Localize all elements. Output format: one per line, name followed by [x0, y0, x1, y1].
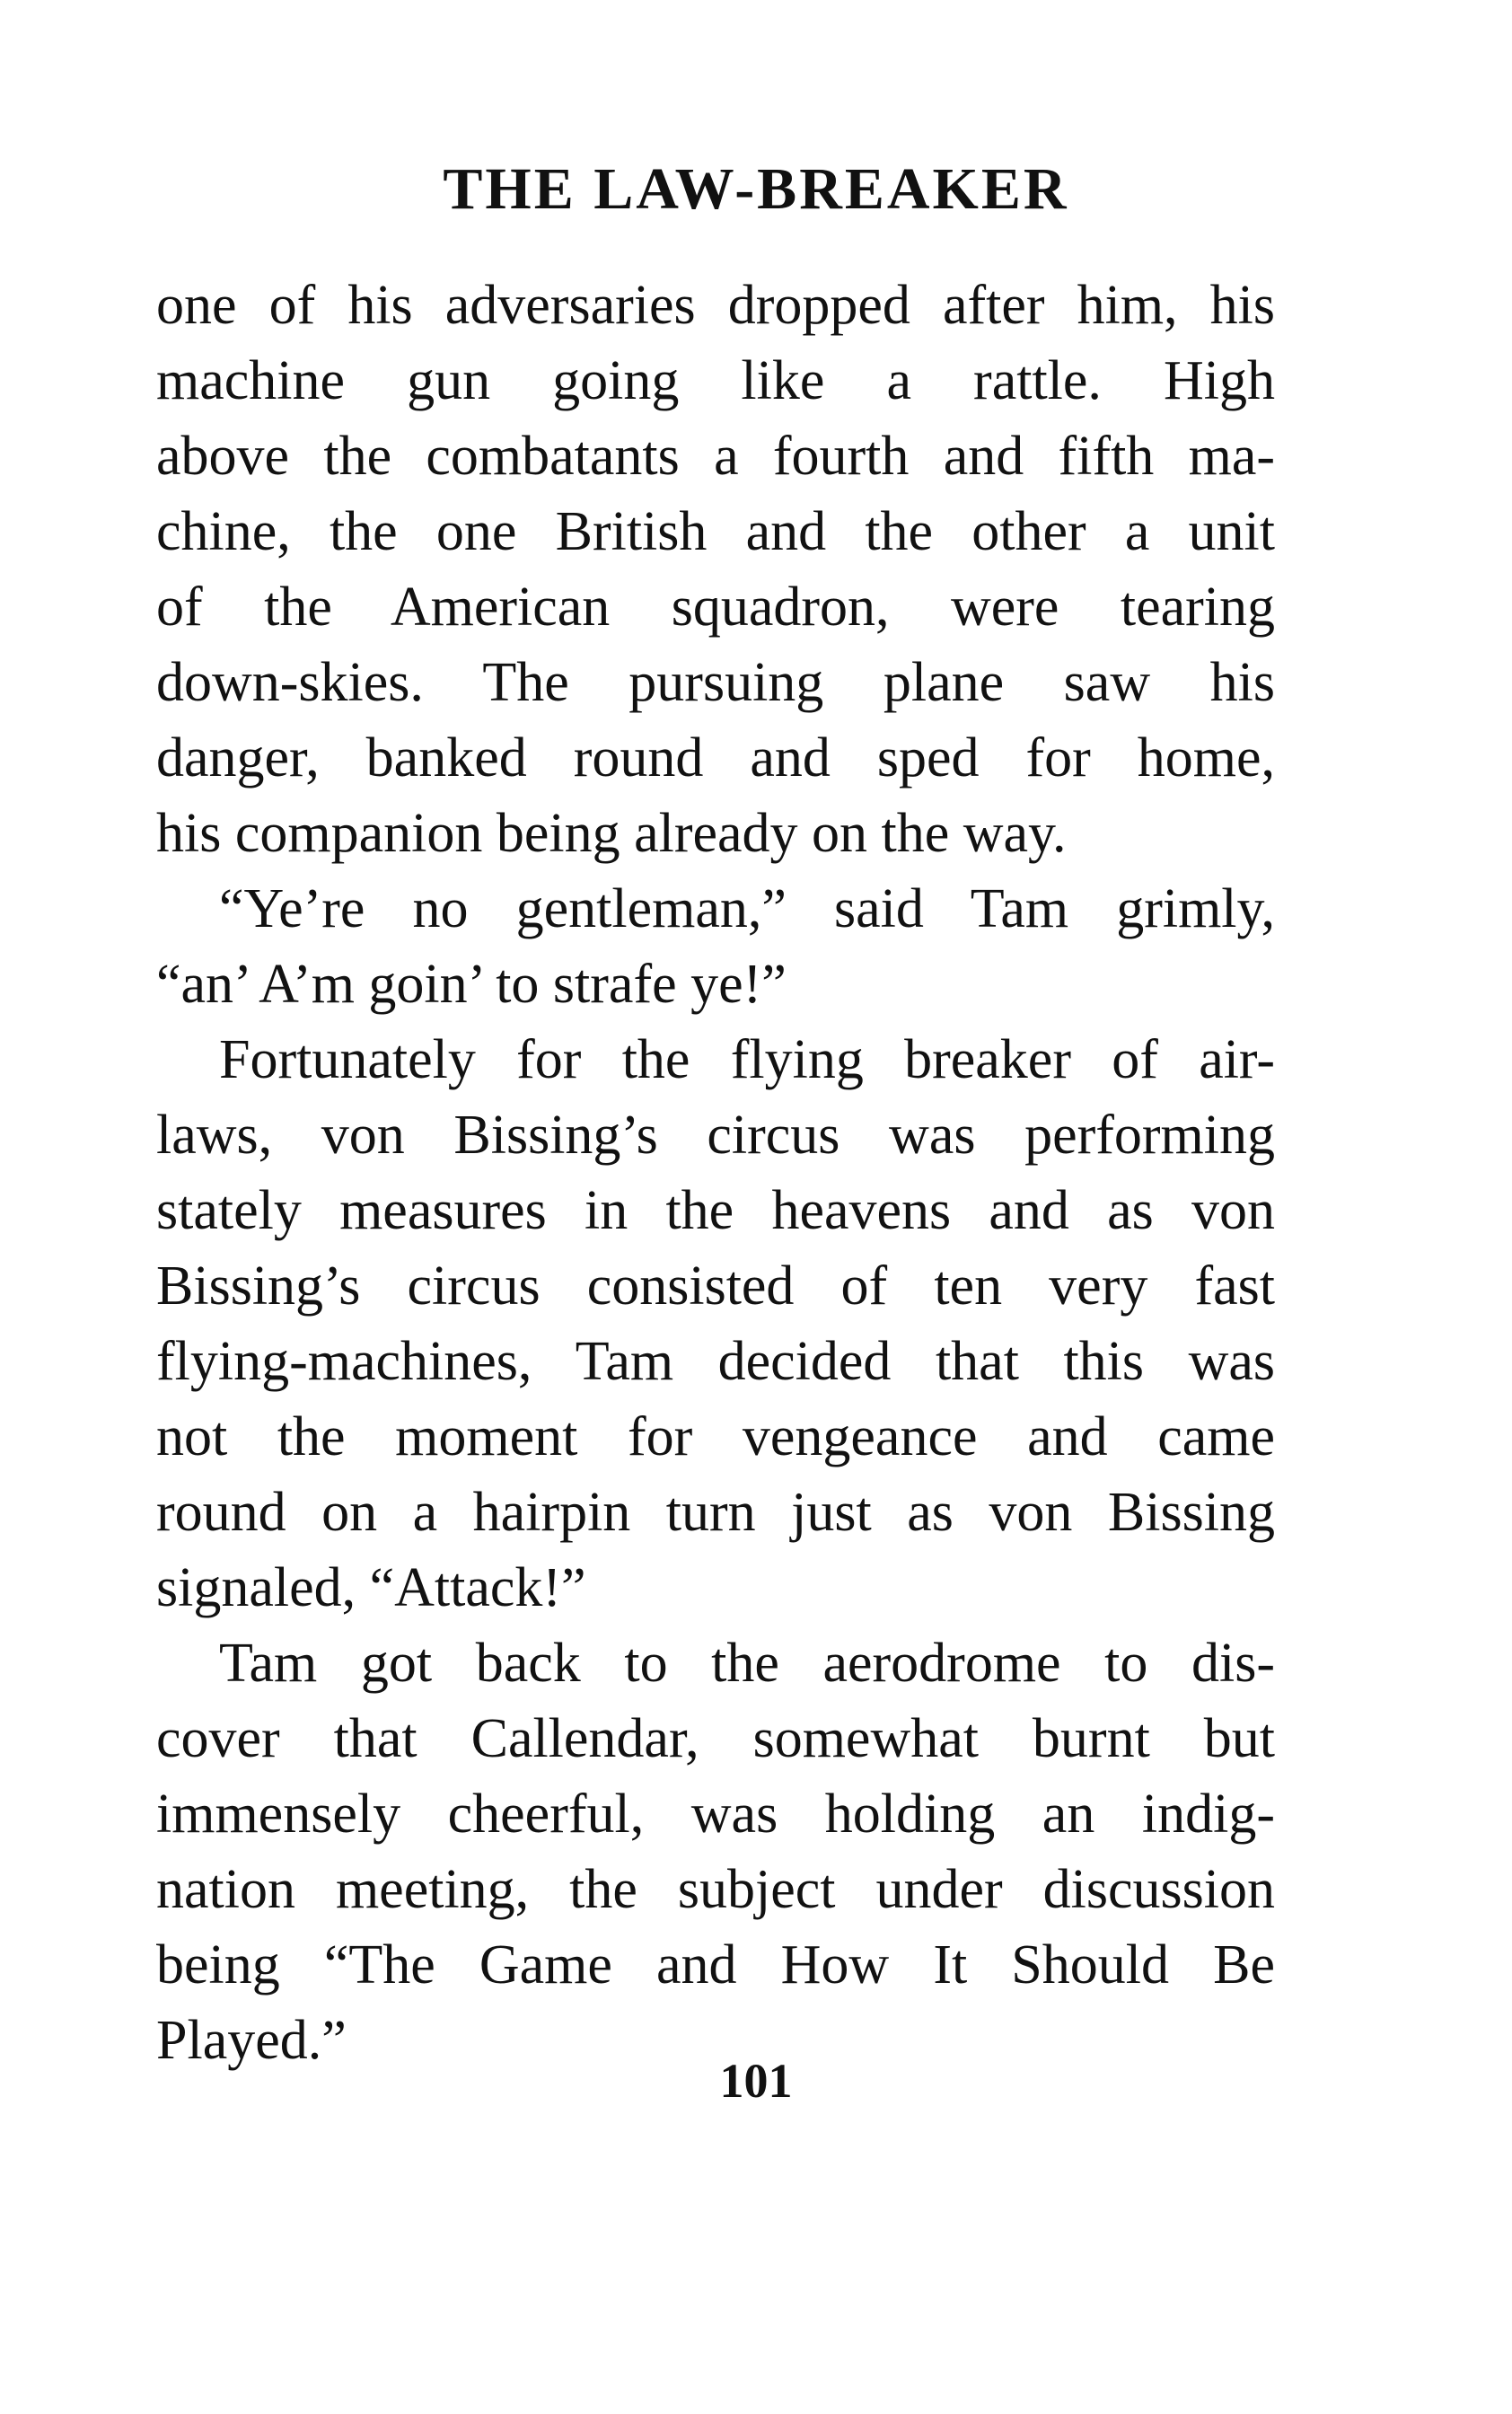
text-line: of the American squadron, were tearing — [156, 577, 1275, 638]
text-line: “Ye’re no gentleman,” said Tam grimly, — [219, 878, 1275, 939]
text-line: “an’ A’m goin’ to strafe ye!” — [156, 954, 787, 1015]
text-line: machine gun going like a rattle. High — [156, 350, 1275, 411]
text-line: above the combatants a fourth and fifth ma- — [156, 426, 1275, 487]
text-line: signaled, “Attack!” — [156, 1557, 586, 1618]
text-line: cover that Callendar, somewhat burnt but — [156, 1708, 1275, 1769]
text-line: one of his adversaries dropped after him, his — [156, 275, 1275, 336]
text-line: chine, the one British and the other a unit — [156, 501, 1275, 562]
text-line: flying-machines, Tam decided that this was — [156, 1331, 1275, 1392]
text-line: nation meeting, the subject under discussion — [156, 1859, 1275, 1920]
text-line: Tam got back to the aerodrome to dis- — [219, 1633, 1275, 1694]
page-number: 101 — [719, 2054, 793, 2108]
text-line: round on a hairpin turn just as von Bissing — [156, 1482, 1275, 1543]
text-line: danger, banked round and sped for home, — [156, 727, 1275, 789]
text-line: his companion being already on the way. — [156, 803, 1067, 864]
text-line: Bissing’s circus consisted of ten very fast — [156, 1255, 1275, 1317]
text-line: being “The Game and How It Should Be — [156, 1934, 1275, 1996]
text-line: stately measures in the heavens and as von — [156, 1180, 1275, 1241]
text-line: down-skies. The pursuing plane saw his — [156, 652, 1275, 713]
text-line: immensely cheerful, was holding an indig- — [156, 1784, 1275, 1845]
running-title: THE LAW-BREAKER — [443, 156, 1069, 222]
text-line: not the moment for vengeance and came — [156, 1406, 1275, 1467]
text-line: laws, von Bissing’s circus was performing — [156, 1105, 1275, 1166]
text-line: Played.” — [156, 2010, 347, 2071]
body-text — [156, 268, 1275, 2078]
text-line: Fortunately for the flying breaker of air- — [219, 1029, 1275, 1090]
